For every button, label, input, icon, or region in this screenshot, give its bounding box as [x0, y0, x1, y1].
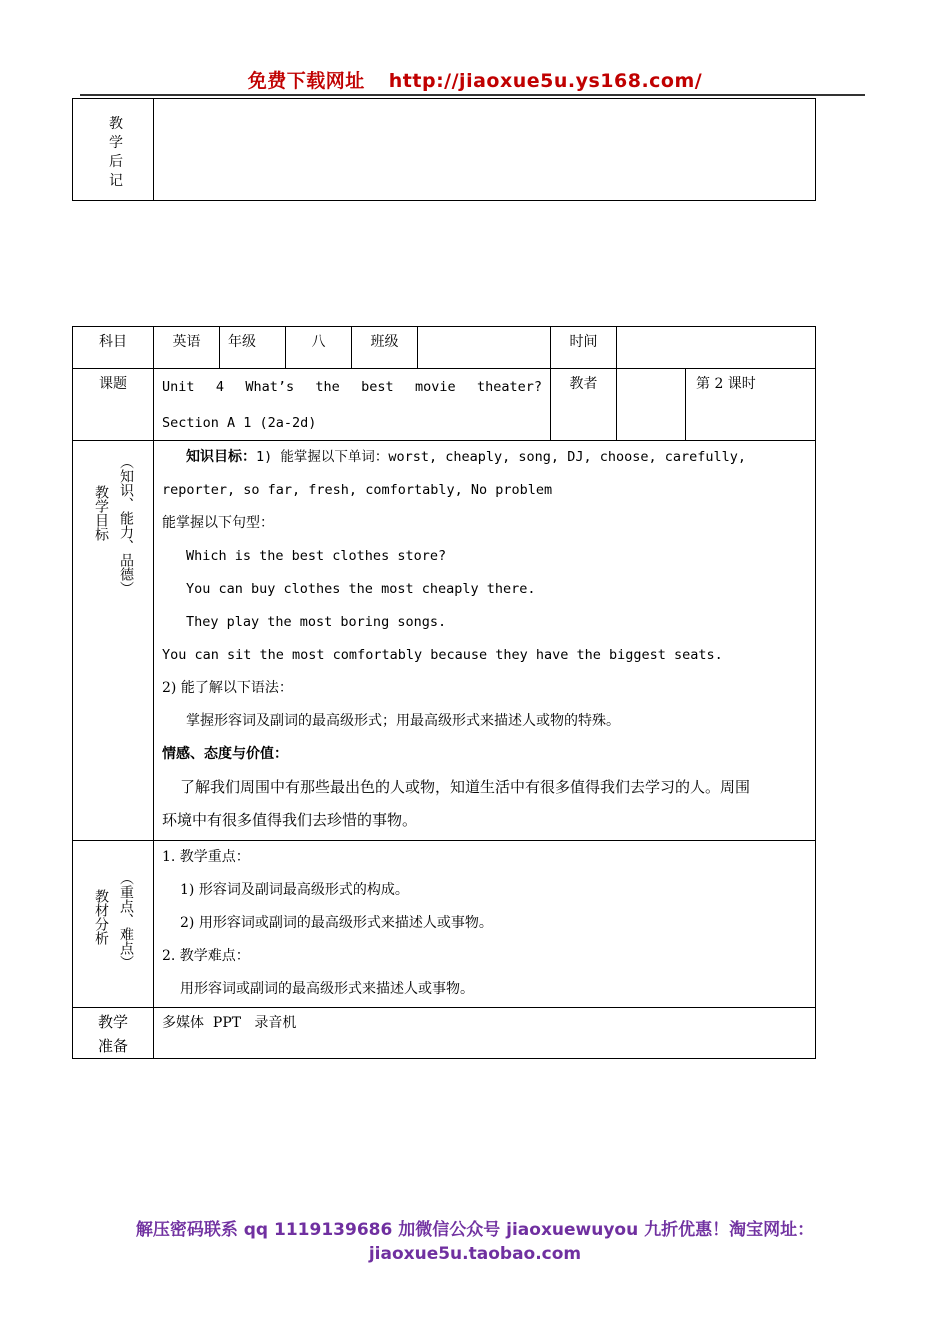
download-header [0, 66, 950, 93]
teacher-label: 教者 [551, 369, 617, 441]
footer [0, 1218, 950, 1266]
key-point-1: 1) 形容词及副词最高级形式的构成。 [180, 882, 409, 898]
topic-cell [154, 369, 551, 441]
class-label: 班级 [352, 327, 418, 369]
key-title: 1. 教学重点： [162, 849, 250, 865]
topic-line2: Section A 1 (2a-2d) [162, 415, 317, 431]
emotion-line1: 了解我们周围中有那些最出色的人或物，知道生活中有很多值得我们去学习的人。周围 [180, 778, 751, 796]
header-rule [80, 94, 865, 96]
knowledge-title: 知识目标： [186, 449, 256, 465]
objectives-sublabel: （知识、能力、品德） [118, 455, 134, 595]
footer-line1: 解压密码联系 qq 1119139686 加微信公众号 jiaoxuewuyou 九折优惠！淘宝网址： [135, 1220, 815, 1240]
grade-label: 年级 [220, 327, 286, 369]
knowledge-line1 [162, 441, 807, 474]
analysis-label-cell [73, 841, 154, 1008]
knowledge-line2: reporter, so far, fresh, comfortably, No problem [162, 482, 553, 498]
subject-label: 科目 [73, 327, 154, 369]
prep-items: 多媒体 PPT 录音机 [154, 1008, 816, 1059]
topic-line1: Unit 4 What’s the best movie theater? [162, 379, 542, 395]
period-cell: 第 2 课时 [686, 369, 816, 441]
postscript-table [72, 98, 816, 201]
grade-value: 八 [286, 327, 352, 369]
grammar-title: 2) 能了解以下语法： [162, 680, 293, 696]
sentence-3: They play the most boring songs. [186, 614, 447, 630]
sentence-4: You can sit the most comfortably because they have the biggest seats. [162, 647, 723, 663]
postscript-content [154, 99, 816, 201]
key-point-2: 2) 用形容词或副词的最高级形式来描述人或事物。 [180, 915, 493, 931]
difficult-title: 2. 教学难点： [162, 948, 250, 964]
objectives-label-cell [73, 441, 154, 841]
knowledge-words1: 1) 能掌握以下单词：worst, cheaply, song, DJ, choose, carefully, [256, 449, 747, 465]
sentence-2: You can buy clothes the most cheaply there. [186, 581, 536, 597]
teacher-value [617, 369, 686, 441]
emotion-line2: 环境中有很多值得我们去珍惜的事物。 [162, 811, 418, 829]
footer-line2[interactable]: jiaoxue5u.taobao.com [368, 1244, 582, 1264]
sentences-intro: 能掌握以下句型： [162, 515, 274, 531]
prep-label: 教学 准备 [73, 1008, 154, 1059]
subject-value: 英语 [154, 327, 220, 369]
analysis-sublabel: （重点、难点） [118, 871, 134, 969]
postscript-label-cell [73, 99, 154, 201]
grammar-text: 掌握形容词及副词的最高级形式；用最高级形式来描述人或物的特殊。 [186, 713, 620, 729]
sentence-1: Which is the best clothes store? [186, 548, 447, 564]
time-label: 时间 [551, 327, 617, 369]
time-value [617, 327, 816, 369]
topic-label: 课题 [73, 369, 154, 441]
analysis-label: 教材分析 [93, 889, 109, 945]
class-value [418, 327, 551, 369]
header-text: 免费下载网址 [247, 70, 365, 92]
difficult-point-1: 用形容词或副词的最高级形式来描述人或事物。 [180, 981, 474, 997]
analysis-content [154, 841, 816, 1008]
header-url[interactable]: http://jiaoxue5u.ys168.com/ [388, 70, 703, 92]
emotion-title: 情感、态度与价值： [162, 746, 288, 762]
objectives-content [154, 441, 816, 841]
objectives-label: 教学目标 [93, 485, 109, 541]
lesson-plan-table [72, 326, 816, 1059]
postscript-label: 教学后记 [109, 116, 123, 189]
